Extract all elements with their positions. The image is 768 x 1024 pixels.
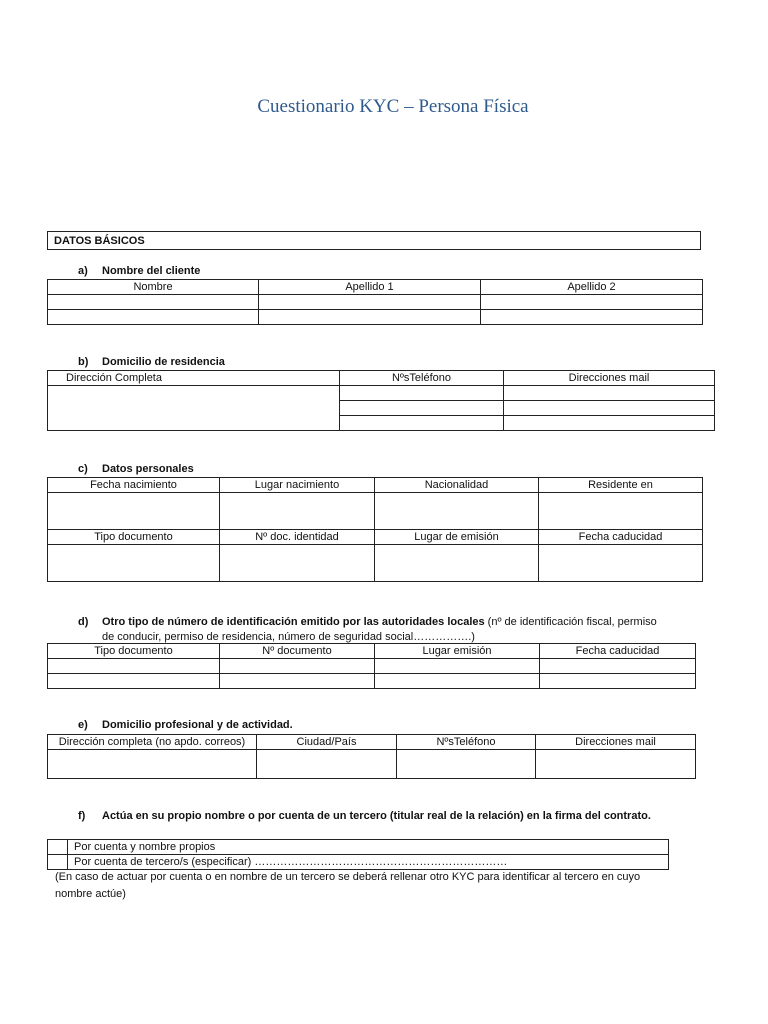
- residente-field[interactable]: [539, 493, 703, 530]
- doc-identidad-field[interactable]: [220, 545, 375, 582]
- section-f-title: Actúa en su propio nombre o por cuenta de un tercero (titular real de la relación) en la firma del contrato.: [102, 810, 651, 822]
- apellido-2-field[interactable]: [481, 310, 703, 325]
- section-c-label: c): [78, 463, 88, 475]
- section-b-heading: [78, 356, 225, 368]
- header-direccion-completa: Dirección completa (no apdo. correos): [48, 735, 257, 750]
- propio-checkbox[interactable]: [48, 840, 68, 855]
- domicilio-profesional-table: [47, 734, 696, 779]
- fecha-caducidad-field[interactable]: [539, 545, 703, 582]
- telefono-field[interactable]: [340, 386, 504, 401]
- nombre-table: [47, 279, 703, 325]
- header-fecha-nacimiento: Fecha nacimiento: [48, 478, 220, 493]
- table-row: [48, 674, 696, 689]
- numero-documento-field[interactable]: [220, 674, 375, 689]
- section-b-label: b): [78, 356, 89, 368]
- header-nacionalidad: Nacionalidad: [375, 478, 539, 493]
- nacionalidad-field[interactable]: [375, 493, 539, 530]
- section-f-heading: [78, 810, 651, 822]
- mail-field[interactable]: [504, 401, 715, 416]
- header-nombre: Nombre: [48, 280, 259, 295]
- apellido-2-field[interactable]: [481, 295, 703, 310]
- telefono-field[interactable]: [397, 750, 536, 779]
- mail-field[interactable]: [504, 416, 715, 431]
- fecha-caducidad-field[interactable]: [540, 659, 696, 674]
- nombre-field[interactable]: [48, 295, 259, 310]
- section-b-title: Domicilio de residencia: [102, 356, 225, 368]
- option-tercero: Por cuenta de tercero/s (especificar) ……………………………………………………………: [68, 855, 669, 870]
- header-lugar-emision: Lugar emisión: [375, 644, 540, 659]
- apellido-1-field[interactable]: [259, 310, 481, 325]
- header-doc-identidad: Nº doc. identidad: [220, 530, 375, 545]
- header-telefono: NºsTeléfono: [340, 371, 504, 386]
- section-d-desc-2: de conducir, permiso de residencia, número de seguridad social…………….): [102, 631, 475, 643]
- datos-personales-table: [47, 477, 703, 582]
- table-row: [48, 310, 703, 325]
- section-e-heading: [78, 719, 293, 731]
- tercero-checkbox[interactable]: [48, 855, 68, 870]
- section-a-label: a): [78, 265, 88, 277]
- table-row: [48, 855, 669, 870]
- otro-documento-table: [47, 643, 696, 689]
- table-row: [48, 386, 715, 401]
- section-d-desc-1: (nº de identificación fiscal, permiso: [484, 616, 657, 628]
- table-row: [48, 493, 703, 530]
- header-lugar-emision: Lugar de emisión: [375, 530, 539, 545]
- header-ciudad-pais: Ciudad/País: [257, 735, 397, 750]
- section-d-heading: [78, 614, 718, 630]
- section-f-label: f): [78, 810, 86, 822]
- table-row: [48, 750, 696, 779]
- lugar-emision-field[interactable]: [375, 674, 540, 689]
- lugar-nacimiento-field[interactable]: [220, 493, 375, 530]
- header-fecha-caducidad: Fecha caducidad: [539, 530, 703, 545]
- table-row: [48, 545, 703, 582]
- section-f-note-2: nombre actúe): [55, 888, 126, 900]
- section-a-title: Nombre del cliente: [102, 265, 201, 277]
- header-mail: Direcciones mail: [536, 735, 696, 750]
- header-telefono: NºsTeléfono: [397, 735, 536, 750]
- lugar-emision-field[interactable]: [375, 659, 540, 674]
- header-lugar-nacimiento: Lugar nacimiento: [220, 478, 375, 493]
- direccion-field[interactable]: [48, 750, 257, 779]
- header-residente-en: Residente en: [539, 478, 703, 493]
- fecha-nacimiento-field[interactable]: [48, 493, 220, 530]
- tipo-documento-field[interactable]: [48, 659, 220, 674]
- numero-documento-field[interactable]: [220, 659, 375, 674]
- telefono-field[interactable]: [340, 401, 504, 416]
- header-fecha-caducidad: Fecha caducidad: [540, 644, 696, 659]
- header-mail: Direcciones mail: [504, 371, 715, 386]
- table-row: [48, 840, 669, 855]
- actuacion-table: [47, 839, 669, 870]
- tipo-documento-field[interactable]: [48, 674, 220, 689]
- table-row: [48, 659, 696, 674]
- telefono-field[interactable]: [340, 416, 504, 431]
- nombre-field[interactable]: [48, 310, 259, 325]
- apellido-1-field[interactable]: [259, 295, 481, 310]
- datos-basicos-header: DATOS BÁSICOS: [47, 231, 701, 250]
- ciudad-field[interactable]: [257, 750, 397, 779]
- section-e-title: Domicilio profesional y de actividad.: [102, 719, 293, 731]
- section-c-title: Datos personales: [102, 463, 194, 475]
- header-numero-documento: Nº documento: [220, 644, 375, 659]
- header-tipo-documento: Tipo documento: [48, 530, 220, 545]
- tipo-documento-field[interactable]: [48, 545, 220, 582]
- header-tipo-documento: Tipo documento: [48, 644, 220, 659]
- mail-field[interactable]: [504, 386, 715, 401]
- domicilio-table: [47, 370, 715, 431]
- section-e-label: e): [78, 719, 88, 731]
- section-a-heading: [78, 265, 200, 277]
- lugar-emision-field[interactable]: [375, 545, 539, 582]
- page-title: Cuestionario KYC – Persona Física: [257, 96, 529, 117]
- section-f-note-1: (En caso de actuar por cuenta o en nombre de un tercero se deberá rellenar otro KYC para identificar al tercero en cuyo: [55, 871, 641, 883]
- fecha-caducidad-field[interactable]: [540, 674, 696, 689]
- direccion-field[interactable]: [48, 386, 340, 431]
- section-c-heading: [78, 463, 194, 475]
- header-apellido-1: Apellido 1: [259, 280, 481, 295]
- table-row: [48, 295, 703, 310]
- header-apellido-2: Apellido 2: [481, 280, 703, 295]
- section-d-label: d): [78, 616, 89, 628]
- section-d-title: Otro tipo de número de identificación emitido por las autoridades locales: [102, 616, 485, 628]
- option-propio: Por cuenta y nombre propios: [68, 840, 669, 855]
- mail-field[interactable]: [536, 750, 696, 779]
- header-direccion-completa: Dirección Completa: [48, 371, 340, 386]
